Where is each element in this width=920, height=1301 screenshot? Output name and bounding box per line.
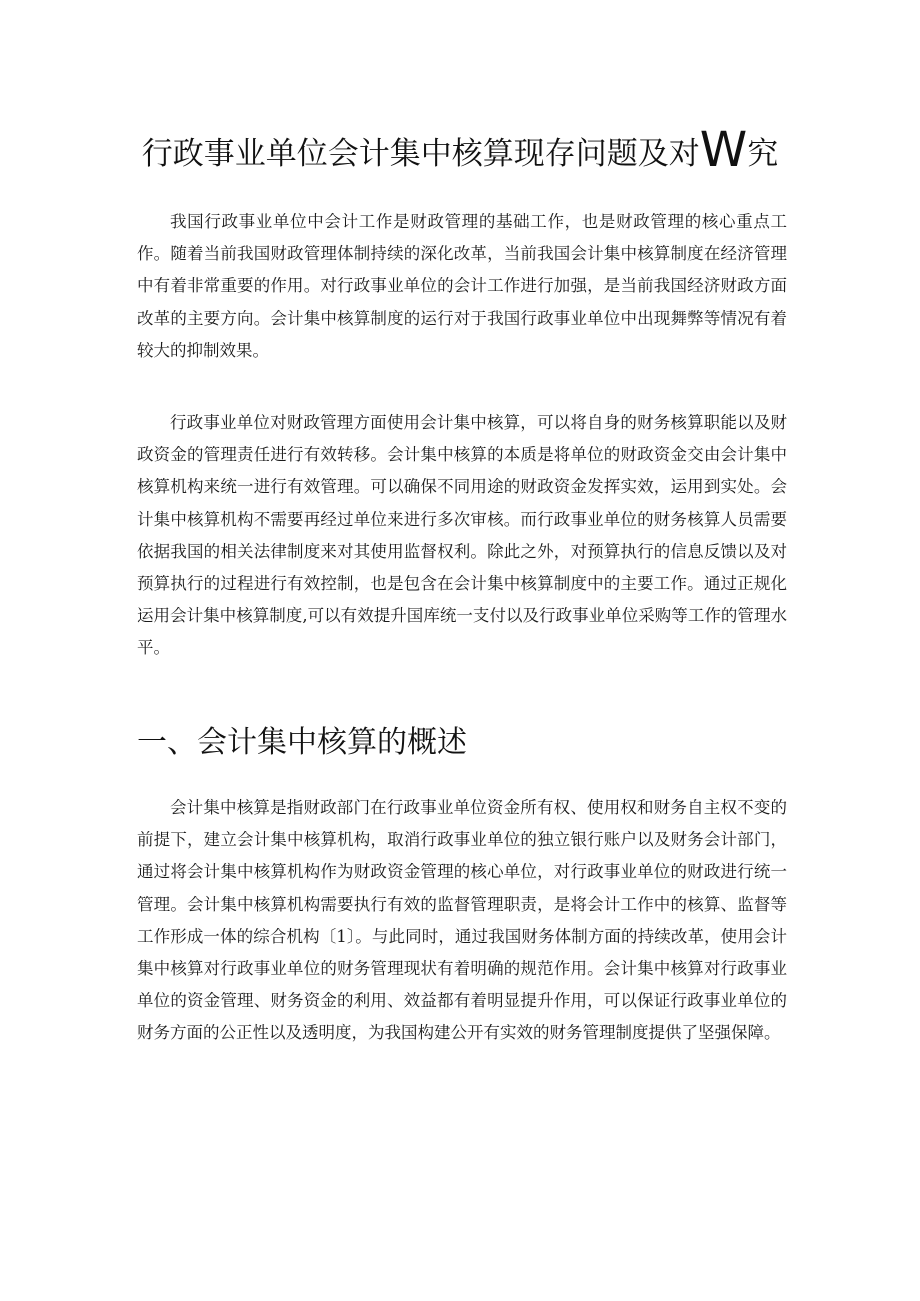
document-title-tail: 究 [747,136,779,172]
intro-paragraph-2: 行政事业单位对财政管理方面使用会计集中核算，可以将自身的财务核算职能以及财政资金的管理责任进行有效转移。会计集中核算的本质是将单位的财政资金交由会计集中核算机构来统一进行有效管理。可以确保不同用途的财政资金发挥实效，运用到实处。会计集中核算机构不需要再经过单位来进行多次审核。而行政事业单位的财务核算人员需要依据我国的相关法律制度来对其使用监督权利。除此之外，对预算执行的信息反馈以及对预算执行的过程进行有效控制，也是包含在会计集中核算制度中的主要工作。通过正规化运用会计集中核算制度,可以有效提升国库统一支付以及行政事业单位采购等工作的管理水平。 [137,413,787,658]
document-title-main: 行政事业单位会计集中核算现存问题及对 [141,136,700,172]
document-title [0,122,920,182]
section-heading-1: 一、会计集中核算的概述 [137,725,467,760]
intro-paragraph-1: 我国行政事业单位中会计工作是财政管理的基础工作，也是财政管理的核心重点工作。随着当前我国财政管理体制持续的深化改革，当前我国会计集中核算制度在经济管理中有着非常重要的作用。对行政事业单位的会计工作进行加强，是当前我国经济财政方面改革的主要方向。会计集中核算制度的运行对于我国行政事业单位中出现舞弊等情况有着较大的抑制效果。 [137,212,787,360]
section-1-paragraph: 会计集中核算是指财政部门在行政事业单位资金所有权、使用权和财务自主权不变的前提下，建立会计集中核算机构，取消行政事业单位的独立银行账户以及财务会计部门，通过将会计集中核算机构作为财政资金管理的核心单位，对行政事业单位的财政进行统一管理。会计集中核算机构需要执行有效的监督管理职责，是将会计工作中的核算、监督等工作形成一体的综合机构〔1〕。与此同时，通过我国财务体制方面的持续改革，使用会计集中核算对行政事业单位的财务管理现状有着明确的规范作用。会计集中核算对行政事业单位的资金管理、财务资金的利用、效益都有着明显提升作用，可以保证行政事业单位的财务方面的公正性以及透明度，为我国构建公开有实效的财务管理制度提供了坚强保障。 [137,798,787,1043]
document-title-big-char: W [699,122,748,178]
